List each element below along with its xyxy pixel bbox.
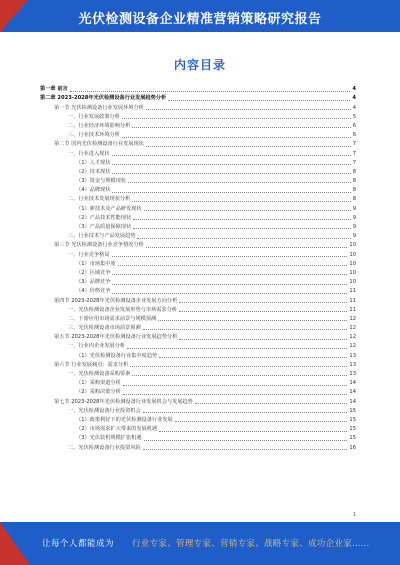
toc-entry-page: 14	[349, 398, 356, 405]
toc-leader-dots	[123, 394, 348, 395]
toc-entry-page: 7	[352, 150, 356, 157]
toc-entry-title: （4）价格竞争	[76, 288, 111, 295]
toc-entry[interactable]	[40, 231, 356, 240]
toc-entry[interactable]	[40, 176, 356, 185]
toc-entry-title: 三、光伏检测设备市场前景预测	[68, 325, 141, 332]
toc-entry[interactable]	[40, 194, 356, 203]
toc-entry[interactable]	[40, 203, 356, 212]
toc-entry-page: 13	[349, 361, 356, 368]
toc-leader-dots	[122, 137, 351, 138]
toc-leader-dots	[118, 265, 348, 266]
toc-entry-page: 4	[352, 95, 356, 102]
toc-entry-page: 8	[352, 196, 356, 203]
toc-entry-title: 第一章 前言	[40, 86, 68, 93]
toc-entry-page: 16	[349, 444, 356, 451]
toc-entry[interactable]	[40, 148, 356, 157]
toc-entry-page: 7	[352, 141, 356, 148]
toc-leader-dots	[179, 302, 347, 303]
report-footer	[0, 522, 400, 565]
toc-leader-dots	[137, 238, 350, 239]
toc-entry[interactable]	[40, 396, 356, 405]
toc-leader-dots	[127, 348, 347, 349]
toc-leader-dots	[133, 219, 351, 220]
toc-entry-title: （1）光伏检测设备行业集中度趋势	[76, 352, 158, 359]
toc-entry-page: 9	[352, 224, 356, 230]
toc-leader-dots	[122, 118, 351, 119]
toc-entry-page: 6	[352, 132, 356, 139]
toc-entry-page: 15	[349, 435, 356, 442]
toc-entry-title: 一、行业发展政策分析	[68, 113, 120, 120]
toc-leader-dots	[112, 293, 347, 294]
toc-leader-dots	[143, 412, 348, 413]
toc-leader-dots	[146, 146, 351, 147]
toc-leader-dots	[112, 284, 347, 285]
toc-entry-page: 13	[349, 371, 356, 377]
toc-entry-page: 10	[349, 260, 356, 267]
toc-leader-dots	[70, 91, 351, 92]
toc-entry-title: 三、行业技术与产品发展趋势	[68, 233, 136, 240]
toc-entry[interactable]	[40, 332, 356, 341]
toc-entry[interactable]	[40, 415, 356, 424]
toc-entry-page: 11	[349, 306, 356, 313]
toc-entry[interactable]	[40, 93, 356, 102]
toc-entry-page: 11	[349, 288, 356, 295]
toc-leader-dots	[133, 228, 351, 229]
toc-entry[interactable]	[40, 213, 356, 222]
toc-entry-title: （2）采购决策分析	[76, 389, 121, 396]
toc-entry-title: （2）技术现状	[76, 168, 111, 175]
toc-leader-dots	[143, 449, 348, 450]
toc-entry-page: 8	[352, 168, 356, 175]
toc-entry[interactable]	[40, 139, 356, 148]
toc-entry[interactable]	[40, 185, 356, 194]
toc-entry-page: 15	[349, 416, 356, 423]
toc-entry[interactable]	[40, 305, 356, 314]
toc-entry-page: 15	[349, 426, 356, 433]
toc-entry-title: 二、光伏检测设备行业投资风险	[68, 444, 141, 451]
toc-entry-page: 5	[352, 113, 356, 120]
toc-entry[interactable]	[40, 341, 356, 350]
toc-leader-dots	[112, 173, 350, 174]
toc-entry-page: 7	[352, 159, 356, 166]
report-header	[0, 0, 400, 32]
toc-entry[interactable]	[40, 378, 356, 387]
toc-entry[interactable]	[40, 433, 356, 442]
toc-entry-title: （3）资金与规模现状	[76, 178, 126, 185]
toc-entry-title: （4）品牌现状	[76, 187, 111, 194]
toc-entry[interactable]	[40, 268, 356, 277]
toc-entry[interactable]	[40, 406, 356, 415]
toc-leader-dots	[112, 164, 350, 165]
toc-entry-title: 二、下游应用市场需求前景与规模预测	[68, 315, 157, 322]
toc-entry[interactable]	[40, 277, 356, 286]
toc-entry[interactable]	[40, 350, 356, 359]
toc-entry-page: 14	[349, 389, 356, 396]
toc-leader-dots	[144, 210, 351, 211]
toc-entry-page: 12	[349, 325, 356, 332]
toc-leader-dots	[158, 320, 347, 321]
toc-leader-dots	[159, 357, 347, 358]
toc-entry[interactable]	[40, 314, 356, 323]
toc-entry-page: 6	[352, 122, 356, 129]
toc-entry-title: 二、行业经济环境影响分析	[68, 122, 131, 129]
toc-entry-page: 4	[352, 104, 356, 111]
toc-leader-dots	[146, 247, 348, 248]
footer-slogan: 让每个人都能成为	[42, 539, 115, 549]
toc-entry-page: 10	[349, 242, 356, 249]
toc-entry[interactable]	[40, 387, 356, 396]
toc-leader-dots	[130, 366, 347, 367]
toc-entry[interactable]	[40, 295, 356, 304]
toc-entry-title: 一、行业进入现状	[68, 150, 110, 157]
toc-leader-dots	[144, 440, 348, 441]
toc-heading: 内容目录	[173, 58, 226, 72]
toc-leader-dots	[132, 201, 350, 202]
toc-entry-title: 二、行业技术发展现状分析	[68, 196, 131, 203]
footer-roles: 行业专家、管理专家、营销专家、战略专家、成功企业家……	[132, 539, 370, 549]
toc-entry-page: 8	[352, 187, 356, 194]
toc-entry-page: 13	[349, 352, 356, 359]
toc-entry-title: 一、光伏检测设备采购要素	[68, 371, 131, 377]
page-number: 1	[352, 512, 356, 518]
toc-entry[interactable]	[40, 323, 356, 332]
toc-entry-title: 三、行业技术环境分析	[68, 132, 120, 139]
toc-entry[interactable]	[40, 360, 356, 369]
toc-leader-dots	[112, 256, 348, 257]
toc-entry[interactable]	[40, 167, 356, 176]
toc-entry-title: 一、行业内企业发展分析	[68, 343, 126, 350]
toc-entry-page: 11	[349, 297, 356, 304]
toc-entry[interactable]	[40, 112, 356, 121]
toc-entry[interactable]	[40, 84, 356, 93]
toc-entry-title: （3）光伏装机规模扩张机遇	[76, 435, 142, 442]
toc-entry-page: 10	[349, 279, 356, 286]
toc-leader-dots	[112, 155, 351, 156]
toc-entry-title: 第一节 光伏检测设备行业发展环境分析	[54, 104, 144, 111]
toc-leader-dots	[132, 127, 350, 128]
toc-entry[interactable]	[40, 130, 356, 139]
toc-entry[interactable]	[40, 249, 356, 258]
toc-entry-title: 一、光伏检测设备行业投资机会	[68, 407, 141, 414]
toc-entry-page: 15	[349, 407, 356, 414]
toc-entry[interactable]	[40, 259, 356, 268]
toc-entry[interactable]	[40, 102, 356, 111]
toc-entry-page: 12	[349, 315, 356, 322]
toc-entry-title: 一、光伏检测设备企业发展形势与市场需求分析	[68, 306, 177, 313]
toc-leader-dots	[112, 274, 347, 275]
toc-entry[interactable]	[40, 286, 356, 295]
toc-entry-title: （1）市场集中度	[76, 260, 116, 267]
toc-entry-page: 12	[349, 343, 356, 350]
toc-entry[interactable]	[40, 222, 356, 231]
toc-entry-title: 第六节 行业发展痛点：需求分析	[54, 361, 129, 368]
toc-leader-dots	[179, 339, 347, 340]
toc-entry-title: 第二节 国内光伏检测设备行业发展现状	[54, 141, 144, 148]
toc-entry-page: 9	[352, 205, 356, 212]
toc-entry-page: 9	[352, 233, 356, 240]
toc-entry-page: 14	[349, 380, 356, 387]
toc-leader-dots	[132, 375, 347, 376]
toc-leader-dots	[195, 403, 348, 404]
toc-leader-dots	[159, 431, 347, 432]
toc-entry-page: 10	[349, 251, 356, 258]
table-of-contents	[40, 84, 356, 452]
toc-leader-dots	[175, 421, 348, 422]
toc-leader-dots	[146, 109, 351, 110]
toc-entry-title: 一、行业竞争格局	[68, 251, 110, 258]
toc-entry-title: 第五节 2023-2028年光伏检测设备行业发展趋势分析	[54, 334, 178, 341]
toc-entry-page: 12	[349, 334, 356, 341]
toc-entry-title: 第四节 2023-2028年光伏检测设备企业发展方向分析	[54, 297, 178, 304]
toc-entry[interactable]	[40, 424, 356, 433]
toc-entry-title: （2）区域竞争	[76, 269, 111, 276]
toc-entry-title: 第二章 2023-2028年光伏检测设备行业发展趋势分析	[40, 95, 167, 102]
toc-entry-title: （1）人才现状	[76, 159, 111, 166]
toc-leader-dots	[143, 329, 348, 330]
toc-entry-title: （2）市场需求扩大带来的发展机遇	[76, 426, 158, 433]
toc-entry-page: 4	[352, 86, 356, 93]
toc-leader-dots	[112, 192, 350, 193]
toc-entry-page: 9	[352, 214, 356, 221]
toc-entry[interactable]	[40, 240, 356, 249]
toc-leader-dots	[123, 385, 348, 386]
toc-leader-dots	[128, 182, 351, 183]
toc-entry[interactable]	[40, 121, 356, 130]
toc-entry-title: 第七节 2023-2028年光伏检测设备行业发展机会与发展趋势	[54, 398, 193, 405]
toc-entry-title: 第三节 光伏检测设备行业竞争情况分析	[54, 242, 144, 249]
toc-entry-title: （1）采购渠道分析	[76, 380, 121, 387]
toc-leader-dots	[168, 100, 350, 101]
toc-entry-page: 10	[349, 269, 356, 276]
toc-entry-title: （1）新技术及产品研发现状	[76, 205, 142, 212]
toc-entry[interactable]	[40, 158, 356, 167]
toc-entry[interactable]	[40, 442, 356, 451]
toc-entry-title: （1）政策利好下的光伏检测设备行业发展	[76, 416, 173, 423]
toc-entry-title: （3）产品质量保障现状	[76, 224, 132, 230]
toc-entry-title: （2）产品技术性能现状	[76, 214, 132, 221]
toc-entry[interactable]	[40, 369, 356, 378]
report-title: 光伏检测设备企业精准营销策略研究报告	[78, 12, 322, 27]
toc-entry-title: （3）品牌竞争	[76, 279, 111, 286]
toc-entry-page: 8	[352, 178, 356, 185]
footer-accent	[0, 522, 30, 565]
toc-leader-dots	[179, 311, 347, 312]
